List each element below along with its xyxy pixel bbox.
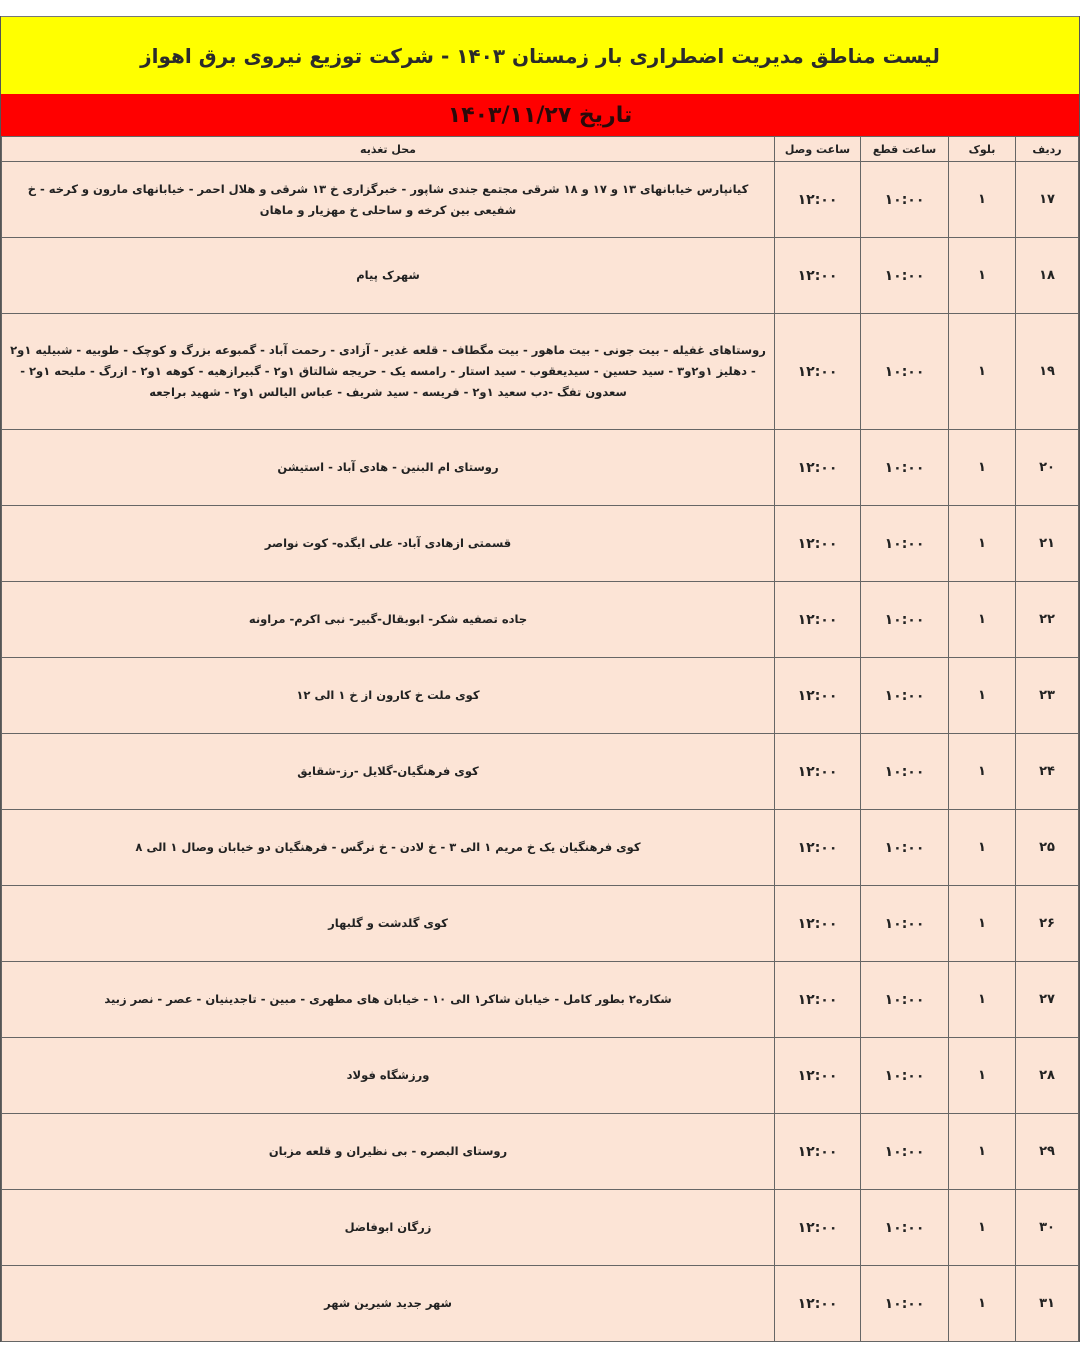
table-row — [2, 810, 1079, 886]
connect-time-cell: ۱۲:۰۰ — [775, 1190, 861, 1266]
table-row — [2, 658, 1079, 734]
connect-time-cell: ۱۲:۰۰ — [775, 1114, 861, 1190]
table-row — [2, 314, 1079, 430]
row-number: ۱۷ — [1016, 162, 1079, 238]
location-cell: شکاره۲ بطور کامل - خیابان شاکر۱ الی ۱۰ - خیابان های مطهری - مبین - تاجدینیان - عصر - نصر زبید — [2, 962, 775, 1038]
cut-time-cell: ۱۰:۰۰ — [861, 314, 949, 430]
row-number: ۲۸ — [1016, 1038, 1079, 1114]
location-cell: زرگان ابوفاضل — [2, 1190, 775, 1266]
connect-time-cell: ۱۲:۰۰ — [775, 1038, 861, 1114]
header-cut-time: ساعت قطع — [861, 137, 949, 162]
location-cell: کوی گلدشت و گلبهار — [2, 886, 775, 962]
table-row — [2, 162, 1079, 238]
block-cell: ۱ — [949, 734, 1016, 810]
header-row-number: ردیف — [1016, 137, 1079, 162]
connect-time-cell: ۱۲:۰۰ — [775, 506, 861, 582]
row-number: ۲۰ — [1016, 430, 1079, 506]
block-cell: ۱ — [949, 314, 1016, 430]
connect-time-cell: ۱۲:۰۰ — [775, 1266, 861, 1342]
block-cell: ۱ — [949, 582, 1016, 658]
cut-time-cell: ۱۰:۰۰ — [861, 886, 949, 962]
location-cell: کیانپارس خیابانهای ۱۳ و ۱۷ و ۱۸ شرقی مجتمع جندی شاپور - خبرگزاری خ ۱۳ شرقی و هلال احمر - خیابانهای مارون و کرخه - خ شفیعی بین کرخه و ساحلی خ مهزیار و ماهان — [2, 162, 775, 238]
cut-time-cell: ۱۰:۰۰ — [861, 810, 949, 886]
connect-time-cell: ۱۲:۰۰ — [775, 238, 861, 314]
header-block: بلوک — [949, 137, 1016, 162]
location-cell: کوی ملت خ کارون از خ ۱ الی ۱۲ — [2, 658, 775, 734]
location-cell: روستاهای غفیله - بیت جونی - بیت ماهور - بیت مگطاف - قلعه غدیر - آزادی - رحمت آباد - گمبوعه بزرگ و کوچک - طوبیه - شبیلیه ۱و۲ - دهلیز ۱و۲و۳ - سید حسین - سیدیعقوب - سید استار - رامسه یک - حریجه شالتاق ۱و۲ - گبیرازهیه - کوهه ۱و۲ - ازرگ - ملیحه ۱و۲ - سعدون تفگ -دب سعید ۱و۲ - فریسه - سید شریف - عباس الیالس ۱و۲ - شهید براجعه — [2, 314, 775, 430]
cut-time-cell: ۱۰:۰۰ — [861, 658, 949, 734]
block-cell: ۱ — [949, 810, 1016, 886]
block-cell: ۱ — [949, 1190, 1016, 1266]
block-cell: ۱ — [949, 1114, 1016, 1190]
cut-time-cell: ۱۰:۰۰ — [861, 430, 949, 506]
table-row — [2, 1266, 1079, 1342]
table-row — [2, 582, 1079, 658]
header-connect-time: ساعت وصل — [775, 137, 861, 162]
table-row — [2, 238, 1079, 314]
block-cell: ۱ — [949, 238, 1016, 314]
header-location: محل تغذیه — [2, 137, 775, 162]
row-number: ۲۲ — [1016, 582, 1079, 658]
date-label: تاریخ ۱۴۰۳/۱۱/۲۷ — [447, 102, 633, 128]
table-row — [2, 1038, 1079, 1114]
connect-time-cell: ۱۲:۰۰ — [775, 314, 861, 430]
page-title: لیست مناطق مدیریت اضطراری بار زمستان ۱۴۰۳ - شرکت توزیع نیروی برق اهواز — [140, 43, 940, 68]
block-cell: ۱ — [949, 162, 1016, 238]
row-number: ۲۹ — [1016, 1114, 1079, 1190]
row-number: ۱۸ — [1016, 238, 1079, 314]
location-cell: کوی فرهنگیان یک خ مریم ۱ الی ۳ - خ لادن - خ نرگس - فرهنگیان دو خیابان وصال ۱ الی ۸ — [2, 810, 775, 886]
table-row — [2, 430, 1079, 506]
location-cell: شهر جدید شیرین شهر — [2, 1266, 775, 1342]
block-cell: ۱ — [949, 658, 1016, 734]
table-row — [2, 1190, 1079, 1266]
location-cell: ورزشگاه فولاد — [2, 1038, 775, 1114]
row-number: ۲۴ — [1016, 734, 1079, 810]
cut-time-cell: ۱۰:۰۰ — [861, 1114, 949, 1190]
location-cell: روستای ام البنین - هادی آباد - استیشن — [2, 430, 775, 506]
cut-time-cell: ۱۰:۰۰ — [861, 1038, 949, 1114]
connect-time-cell: ۱۲:۰۰ — [775, 886, 861, 962]
location-cell: جاده تصفیه شکر- ابوبقال-گبیر- نبی اکرم- مراونه — [2, 582, 775, 658]
cut-time-cell: ۱۰:۰۰ — [861, 962, 949, 1038]
cut-time-cell: ۱۰:۰۰ — [861, 162, 949, 238]
connect-time-cell: ۱۲:۰۰ — [775, 734, 861, 810]
block-cell: ۱ — [949, 506, 1016, 582]
cut-time-cell: ۱۰:۰۰ — [861, 734, 949, 810]
cut-time-cell: ۱۰:۰۰ — [861, 238, 949, 314]
row-number: ۲۱ — [1016, 506, 1079, 582]
cut-time-cell: ۱۰:۰۰ — [861, 582, 949, 658]
connect-time-cell: ۱۲:۰۰ — [775, 810, 861, 886]
block-cell: ۱ — [949, 430, 1016, 506]
row-number: ۲۶ — [1016, 886, 1079, 962]
connect-time-cell: ۱۲:۰۰ — [775, 430, 861, 506]
row-number: ۳۰ — [1016, 1190, 1079, 1266]
location-cell: کوی فرهنگیان-گلایل -رز-شقایق — [2, 734, 775, 810]
row-number: ۲۷ — [1016, 962, 1079, 1038]
date-banner — [1, 94, 1079, 136]
row-number: ۳۱ — [1016, 1266, 1079, 1342]
block-cell: ۱ — [949, 1038, 1016, 1114]
table-row — [2, 886, 1079, 962]
connect-time-cell: ۱۲:۰۰ — [775, 162, 861, 238]
block-cell: ۱ — [949, 1266, 1016, 1342]
header-row — [2, 137, 1079, 162]
connect-time-cell: ۱۲:۰۰ — [775, 582, 861, 658]
location-cell: قسمتی ازهادی آباد- علی ایگده- کوت نواصر — [2, 506, 775, 582]
block-cell: ۱ — [949, 962, 1016, 1038]
row-number: ۲۳ — [1016, 658, 1079, 734]
table-row — [2, 962, 1079, 1038]
row-number: ۱۹ — [1016, 314, 1079, 430]
outage-table — [1, 136, 1079, 1342]
location-cell: روستای البصره - بی نظیران و قلعه مزبان — [2, 1114, 775, 1190]
schedule-sheet — [0, 16, 1080, 1342]
table-row — [2, 506, 1079, 582]
cut-time-cell: ۱۰:۰۰ — [861, 1266, 949, 1342]
row-number: ۲۵ — [1016, 810, 1079, 886]
connect-time-cell: ۱۲:۰۰ — [775, 962, 861, 1038]
location-cell: شهرک پیام — [2, 238, 775, 314]
cut-time-cell: ۱۰:۰۰ — [861, 506, 949, 582]
title-banner — [1, 16, 1079, 94]
connect-time-cell: ۱۲:۰۰ — [775, 658, 861, 734]
cut-time-cell: ۱۰:۰۰ — [861, 1190, 949, 1266]
block-cell: ۱ — [949, 886, 1016, 962]
table-row — [2, 734, 1079, 810]
table-row — [2, 1114, 1079, 1190]
